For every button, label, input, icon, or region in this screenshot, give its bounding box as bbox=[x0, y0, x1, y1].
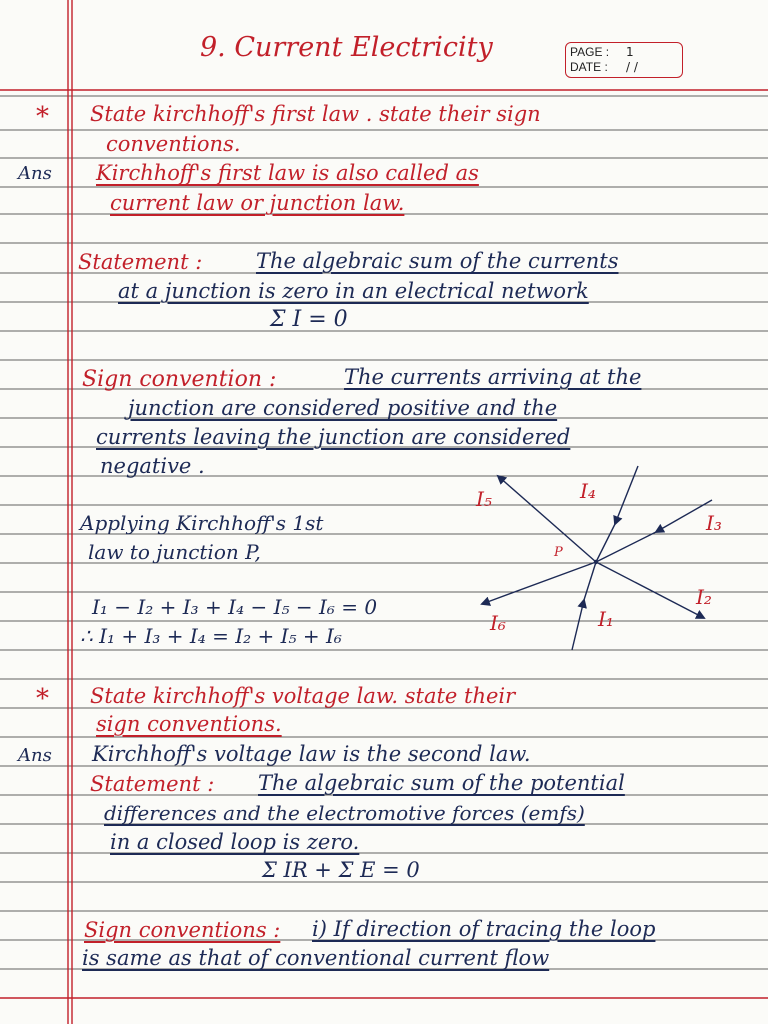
label-i1: I₁ bbox=[598, 607, 614, 631]
sign-convention-line-4: negative . bbox=[100, 454, 205, 478]
answer-2-line-3: differences and the electromotive forces (emfs) bbox=[104, 801, 585, 825]
formula-kcl: Σ I = 0 bbox=[270, 307, 348, 332]
sign-convention-line-1: The currents arriving at the bbox=[344, 365, 642, 389]
label-i2: I₂ bbox=[696, 585, 712, 609]
answer-marker: Ans bbox=[18, 163, 52, 184]
answer-2-line-2: The algebraic sum of the potential bbox=[258, 771, 625, 795]
sign-convention-label: Sign convention : bbox=[82, 367, 277, 392]
date-value: / / bbox=[626, 60, 638, 74]
answer-1-line-2: current law or junction law. bbox=[110, 191, 405, 215]
page-date-box bbox=[565, 42, 683, 78]
current-wire-i1 bbox=[572, 600, 584, 650]
question-1-line-2: conventions. bbox=[106, 132, 241, 156]
sign-convention-line-3: currents leaving the junction are considered bbox=[96, 425, 571, 449]
question-2-line-2: sign conventions. bbox=[96, 712, 282, 736]
page-value: 1 bbox=[626, 45, 634, 59]
sign-conventions-line-1: i) If direction of tracing the loop bbox=[312, 917, 656, 941]
sign-conventions-line-2: is same as that of conventional current flow bbox=[82, 946, 550, 970]
formula-kvl: Σ IR + Σ E = 0 bbox=[262, 858, 420, 882]
label-i4: I₄ bbox=[580, 479, 596, 503]
junction-label-p: P bbox=[554, 545, 563, 560]
kcl-equation-1: I₁ − I₂ + I₃ + I₄ − I₅ − I₆ = 0 bbox=[92, 595, 378, 619]
applying-line-1: Applying Kirchhoff's 1st bbox=[80, 511, 324, 535]
current-wire-i3 bbox=[656, 500, 712, 532]
answer-2-line-1: Kirchhoff's voltage law is the second law. bbox=[92, 742, 531, 766]
junction-diagram bbox=[460, 462, 760, 652]
current-wire-i4 bbox=[615, 466, 638, 524]
question-2-line-1: State kirchhoff's voltage law. state their bbox=[90, 684, 516, 708]
statement-label: Statement : bbox=[78, 250, 203, 274]
label-i5: I₅ bbox=[476, 487, 492, 511]
statement-line-1: The algebraic sum of the currents bbox=[256, 249, 619, 273]
label-i3: I₃ bbox=[706, 511, 722, 535]
answer-marker: Ans bbox=[18, 745, 52, 766]
label-i6: I₆ bbox=[490, 611, 506, 635]
kcl-equation-2: ∴ I₁ + I₃ + I₄ = I₂ + I₅ + I₆ bbox=[80, 624, 342, 648]
answer-2-line-4: in a closed loop is zero. bbox=[110, 830, 360, 854]
question-marker: * bbox=[36, 102, 49, 132]
applying-line-2: law to junction P, bbox=[88, 540, 261, 564]
page-title: 9. Current Electricity bbox=[200, 32, 493, 63]
question-1-line-1: State kirchhoff's first law . state their sign bbox=[90, 102, 541, 126]
sign-convention-line-2: junction are considered positive and the bbox=[128, 396, 558, 420]
page-label: PAGE : bbox=[570, 45, 610, 59]
answer-1-line-1: Kirchhoff's first law is also called as bbox=[96, 161, 479, 185]
question-marker: * bbox=[36, 684, 49, 714]
current-wire-i6 bbox=[482, 562, 596, 604]
date-label: DATE : bbox=[570, 60, 608, 74]
statement-line-2: at a junction is zero in an electrical network bbox=[118, 279, 589, 303]
sign-conventions-label: Sign conventions : bbox=[84, 918, 281, 942]
statement-label: Statement : bbox=[90, 772, 215, 796]
